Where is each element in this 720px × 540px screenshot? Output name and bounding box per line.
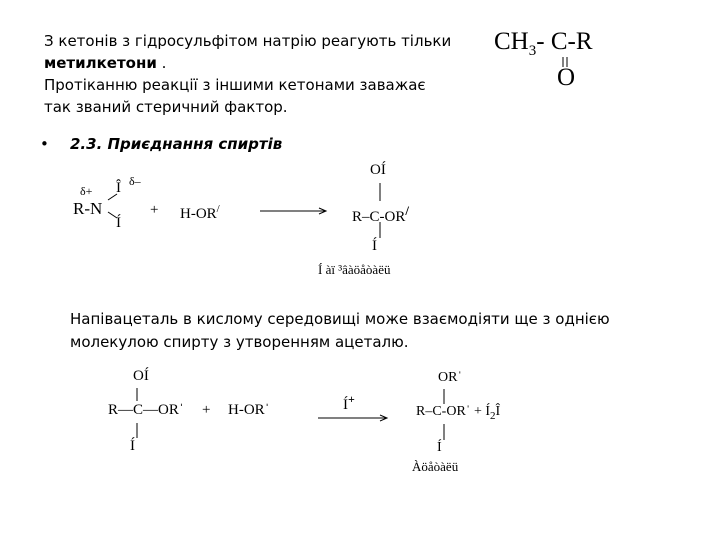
water-subscript: 2 xyxy=(490,409,496,422)
reactant-r-n: R-N xyxy=(73,199,103,218)
catalyst-charge: + xyxy=(348,392,355,406)
plus-sign-3: + xyxy=(473,404,482,419)
reagent-prime: / xyxy=(216,203,220,215)
product2-bottom-atom: Í xyxy=(437,440,442,455)
reactant2-main-chain: R—C—OR xyxy=(108,402,179,418)
plus-sign-1: + xyxy=(150,202,159,218)
plus-sign-2: + xyxy=(202,402,211,418)
reactant-bottom-atom: Í xyxy=(116,215,121,231)
intro-line-2-tail: . xyxy=(156,54,167,72)
product2-main-prime: ˈ xyxy=(465,404,471,419)
methylketones-term: метилкетони xyxy=(44,54,157,72)
product-main-chain: R–C-OR xyxy=(352,209,406,225)
delta-minus: δ– xyxy=(129,174,141,188)
product2-top-group: OR xyxy=(438,370,458,385)
water-o: Î xyxy=(495,404,501,419)
intro-line-1: З кетонів з гідросульфітом натрію реагують тільки xyxy=(44,32,452,50)
paragraph-line-1: Напівацеталь в кислому середовищі може взаємодіяти ще з однією xyxy=(70,310,610,328)
water-h: Í xyxy=(485,404,491,419)
reactant2-bottom-atom: Í xyxy=(130,438,135,454)
product2-main-chain: R–C-OR xyxy=(416,404,466,419)
product-name-hemiacetal: Í àï ³âàöåòàëü xyxy=(318,262,391,277)
ch3-group: CH xyxy=(494,28,529,55)
paragraph-line-2: молекулою спирту з утворенням ацеталю. xyxy=(70,333,409,351)
intro-line-4: так званий стеричний фактор. xyxy=(44,98,288,116)
reactant2-top-group: OÍ xyxy=(133,368,149,384)
bond-dash-1: - xyxy=(536,28,545,55)
carbonyl-carbon: C xyxy=(550,28,568,55)
section-title: 2.3. Приєднання спиртів xyxy=(70,135,283,153)
reactant2-prime: ˈ xyxy=(178,402,184,418)
reagent2-alcohol: H-OR xyxy=(228,402,265,418)
product-name-acetal: Àöåòàëü xyxy=(412,459,459,474)
r-group: R xyxy=(575,28,593,55)
intro-line-3: Протіканню реакції з іншими кетонами заважає xyxy=(44,76,426,94)
carbonyl-oxygen: O xyxy=(557,64,576,91)
product-top-group: OÍ xyxy=(370,162,386,178)
ch3-subscript: 3 xyxy=(528,43,537,59)
reagent-alcohol: H-OR xyxy=(180,206,217,222)
r1-bond-down xyxy=(108,212,117,218)
bullet: • xyxy=(40,135,49,153)
reactant-top-atom: Î xyxy=(116,180,121,196)
acid-catalyst: Í xyxy=(343,397,348,413)
product2-top-prime: ˈ xyxy=(457,370,463,385)
product-prime: / xyxy=(405,203,409,218)
delta-plus: δ+ xyxy=(80,184,93,198)
r1-bond-up xyxy=(108,194,117,200)
bond-dash-2: - xyxy=(567,28,576,55)
product-bottom-atom: Í xyxy=(372,238,377,254)
reagent2-prime: ˈ xyxy=(264,402,270,418)
